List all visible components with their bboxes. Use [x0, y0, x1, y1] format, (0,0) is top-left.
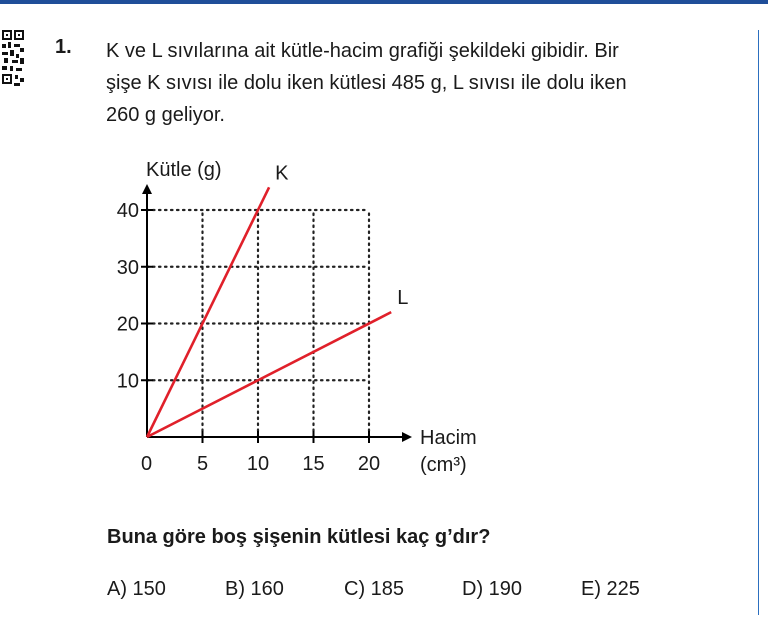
y-tick-label: 30 — [116, 256, 139, 279]
mass-volume-chart — [100, 150, 520, 500]
x-axis-unit: (cm³) — [420, 454, 467, 476]
question-text-line: 260 g geliyor. — [106, 104, 225, 126]
right-border — [758, 30, 759, 615]
y-tick-label: 40 — [116, 200, 139, 222]
origin-label: 0 — [141, 453, 153, 475]
x-tick-label: 20 — [357, 453, 381, 475]
y-tick-label: 20 — [116, 313, 139, 336]
x-tick-label: 15 — [302, 453, 325, 475]
choice-c[interactable]: C) 185 — [344, 578, 405, 600]
qr-code-icon — [0, 28, 26, 90]
series-line-l — [147, 312, 391, 437]
series-label-l: L — [397, 287, 409, 310]
question-prompt: Buna göre boş şişenin kütlesi kaç g’dır? — [107, 526, 491, 548]
chart-grid — [147, 210, 369, 437]
top-border — [0, 0, 768, 4]
series-label-k: K — [275, 162, 289, 185]
choice-a[interactable]: A) 150 — [107, 578, 166, 600]
question-text-line: K ve L sıvılarına ait kütle-hacim grafiği şekildeki gibidir. Bir — [106, 40, 619, 62]
question-number: 1. — [55, 36, 72, 58]
x-axis-label: Hacim — [420, 427, 477, 449]
series-line-k — [147, 187, 269, 437]
choice-d[interactable]: D) 190 — [462, 578, 523, 600]
x-tick-label: 10 — [246, 453, 270, 475]
choice-e[interactable]: E) 225 — [581, 578, 640, 600]
question-text — [106, 35, 746, 131]
y-tick-label: 10 — [116, 370, 139, 393]
choice-b[interactable]: B) 160 — [225, 578, 284, 600]
question-text-line: şişe K sıvısı ile dolu iken kütlesi 485 g, L sıvısı ile dolu iken — [106, 72, 627, 94]
y-axis-label: Kütle (g) — [146, 159, 222, 181]
x-tick-label: 5 — [196, 453, 209, 475]
